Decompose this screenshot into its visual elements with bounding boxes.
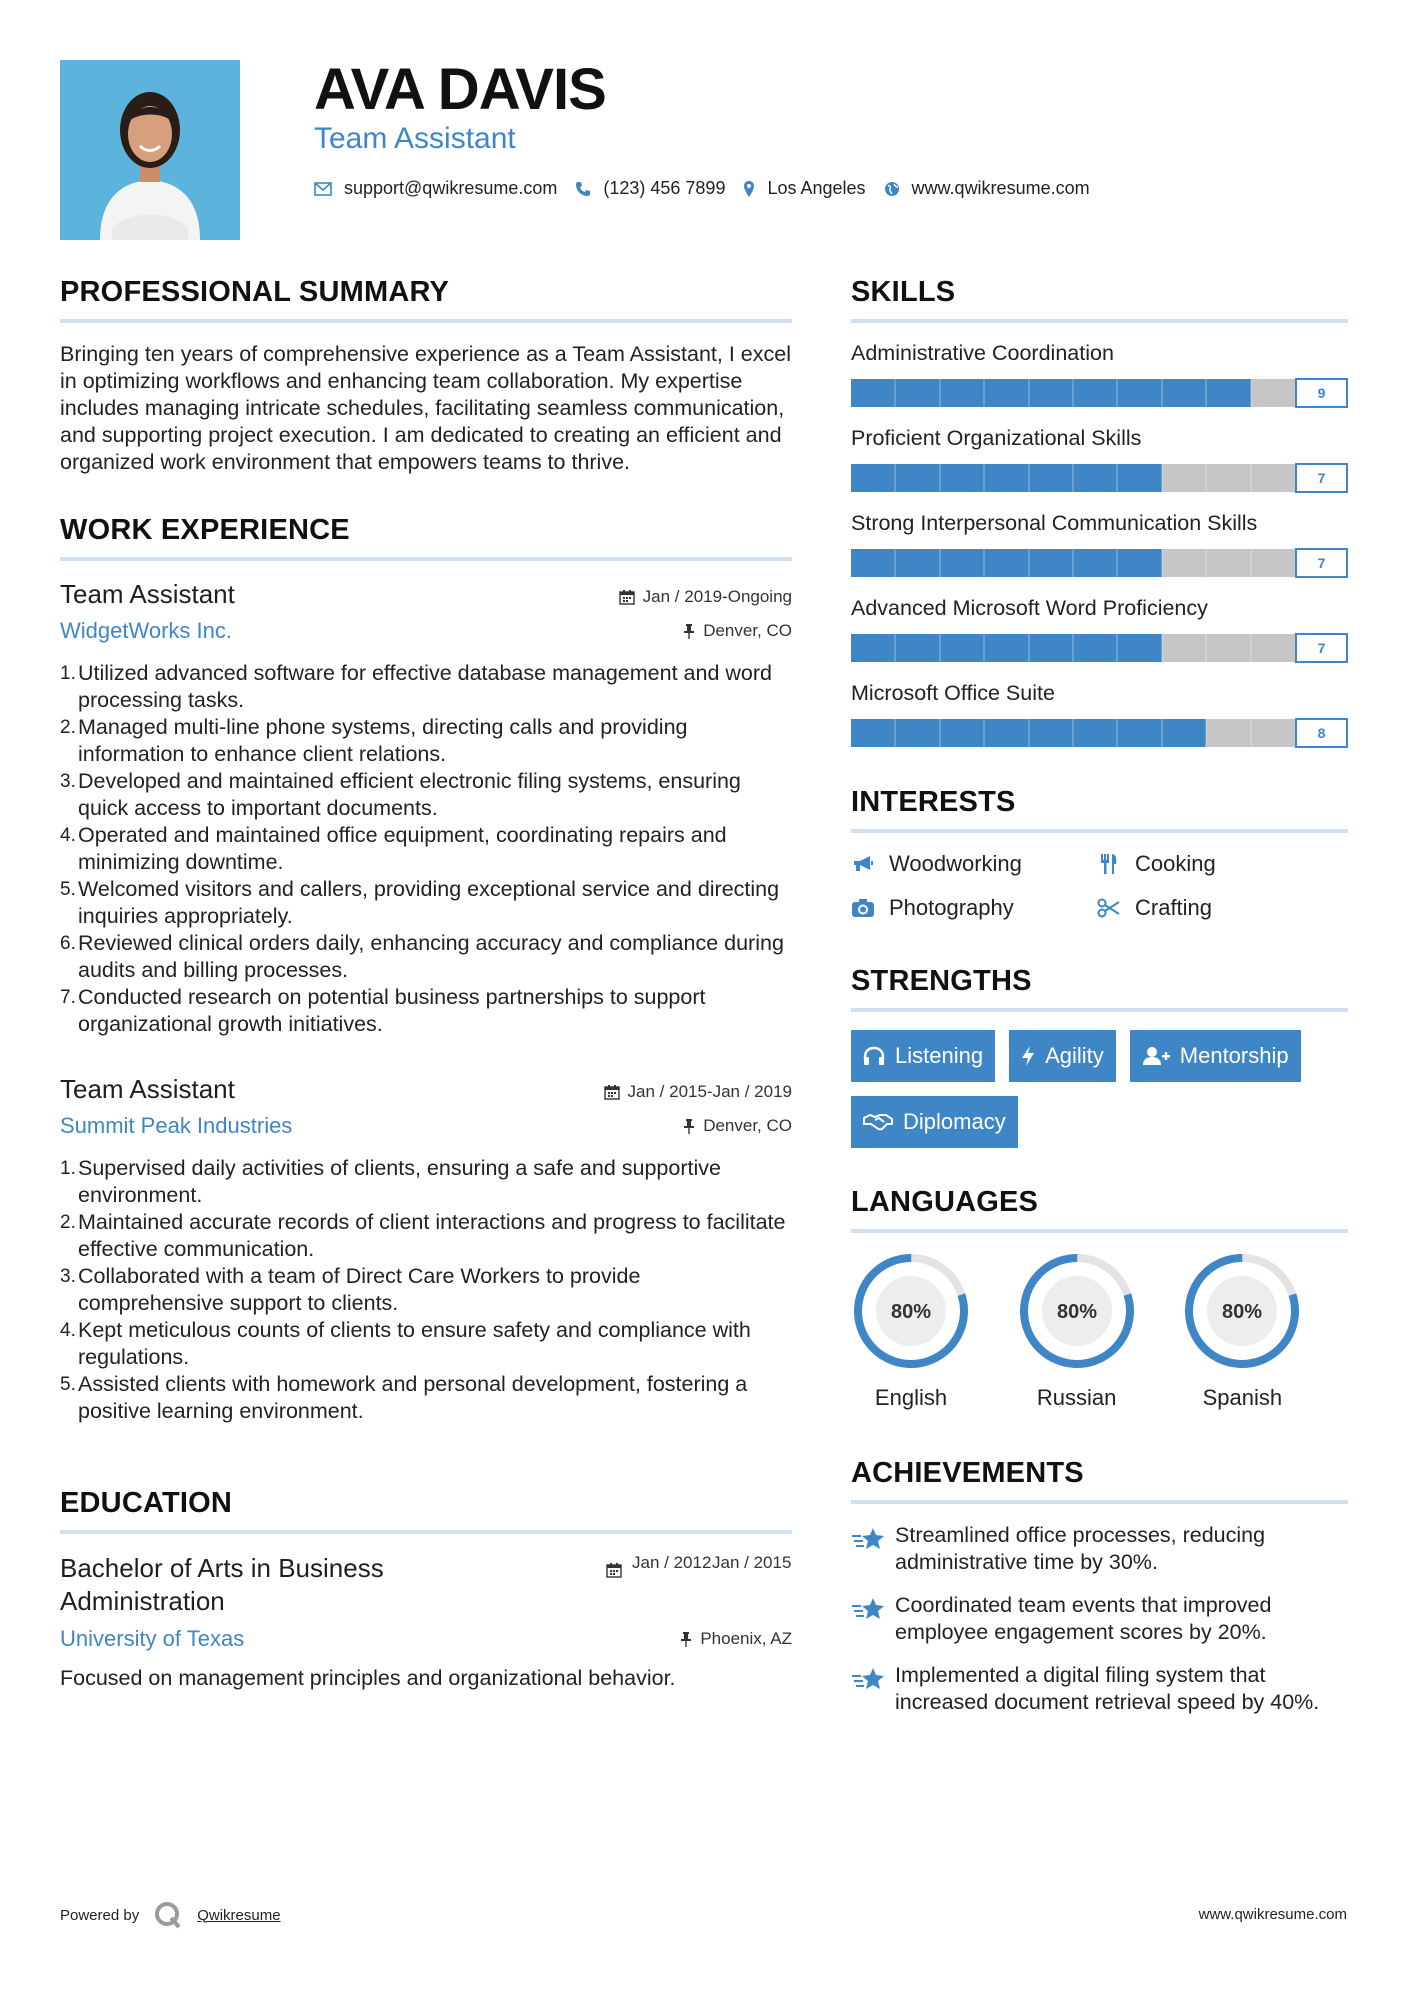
education-section — [60, 1487, 792, 1691]
job-bullet — [60, 876, 792, 930]
summary-text: Bringing ten years of comprehensive experience as a Team Assistant, I excel in optimizing workflows and enhancing team collaboration. My expertise includes managing intricate schedules, facilitating seamless communication, and supporting project execution. I am dedicated to creating an efficient and organized work environment that empowers teams to thrive. — [60, 342, 791, 474]
skill-bar-tick — [983, 464, 985, 492]
strength-label: Listening — [895, 1043, 984, 1068]
school-name: University of Texas — [60, 1626, 245, 1651]
skill-item — [851, 341, 1348, 408]
company-name: Summit Peak Industries — [60, 1113, 293, 1138]
skill-bar-tick — [1161, 379, 1163, 407]
education-heading: EDUCATION — [60, 1487, 792, 1534]
left-column — [60, 276, 792, 1691]
language-item — [1182, 1251, 1348, 1411]
skills-list — [851, 341, 1348, 748]
skill-bar — [851, 718, 1348, 748]
job-bullets — [60, 660, 792, 1038]
job-bullets — [60, 1155, 792, 1425]
strength-chip — [1009, 1030, 1116, 1082]
skill-bar-tick — [1028, 634, 1030, 662]
interest-item — [1097, 895, 1343, 921]
interest-label: Photography — [889, 895, 1014, 920]
skill-bar-tick — [1072, 634, 1074, 662]
achievement-item — [851, 1592, 1348, 1646]
job-location — [683, 621, 792, 641]
language-percent: 80% — [1222, 1301, 1263, 1323]
language-name: English — [874, 1385, 948, 1410]
language-item — [851, 1251, 1017, 1411]
skill-name: Proficient Organizational Skills — [851, 426, 1142, 450]
job-date-text: Jan / 2019-Ongoing — [642, 587, 792, 606]
bullet-number: 1. — [60, 663, 76, 684]
bullet-text: Utilized advanced software for effective database management and word processing tasks. — [78, 661, 772, 712]
skill-bar-tick — [983, 549, 985, 577]
camera-icon — [851, 898, 875, 918]
job-bullet — [60, 822, 792, 876]
skill-bar-tick — [1205, 464, 1207, 492]
skill-score: 9 — [1295, 378, 1348, 408]
skill-bar-fill — [851, 549, 1162, 577]
achievement-text: Streamlined office processes, reducing administrative time by 30%. — [895, 1523, 1266, 1574]
skill-bar-tick — [983, 719, 985, 747]
strength-label: Mentorship — [1179, 1043, 1289, 1068]
job-bullet — [60, 1209, 792, 1263]
skill-bar-tick — [939, 634, 941, 662]
bullet-number: 2. — [60, 717, 76, 738]
skill-bar-tick — [894, 464, 896, 492]
pushpin-icon — [683, 1118, 695, 1134]
phone-icon — [575, 181, 591, 197]
skill-score: 7 — [1295, 633, 1348, 663]
shooting-star-icon — [851, 1666, 895, 1716]
contact-phone-text: (123) 456 7899 — [603, 178, 726, 198]
interest-label: Crafting — [1135, 895, 1213, 920]
globe-icon — [884, 181, 900, 197]
powered-by-label: Powered by — [60, 1906, 140, 1924]
skill-bar-tick — [1161, 719, 1163, 747]
achievements-section — [851, 1457, 1348, 1716]
job-date — [619, 587, 792, 607]
job-entry — [60, 579, 792, 1038]
skill-bar-tick — [1250, 719, 1252, 747]
skill-bar-tick — [1028, 549, 1030, 577]
utensils-icon — [1097, 853, 1121, 875]
strength-chip — [851, 1096, 1018, 1148]
summary-heading: PROFESSIONAL SUMMARY — [60, 276, 792, 323]
skill-bar-tick — [939, 464, 941, 492]
language-donut — [1017, 1251, 1137, 1371]
skill-bar-tick — [1116, 464, 1118, 492]
skill-bar-tick — [1205, 379, 1207, 407]
skill-bar — [851, 463, 1348, 493]
education-start: Jan / 2012 — [632, 1553, 712, 1572]
language-name: Spanish — [1202, 1385, 1283, 1410]
skill-item — [851, 681, 1348, 748]
skill-name: Microsoft Office Suite — [851, 681, 1055, 705]
bullet-text: Maintained accurate records of client interactions and progress to facilitate effective communication. — [78, 1210, 786, 1261]
education-end: Jan / 2015 — [712, 1553, 792, 1572]
strengths-heading: STRENGTHS — [851, 965, 1348, 1012]
skill-bar-tick — [1250, 634, 1252, 662]
job-bullet — [60, 660, 792, 714]
pushpin-icon — [683, 623, 695, 639]
job-date — [604, 1082, 792, 1102]
skill-bar-tick — [1116, 379, 1118, 407]
skill-bar-tick — [894, 549, 896, 577]
language-item — [1017, 1251, 1183, 1411]
skill-bar-tick — [1028, 719, 1030, 747]
bullet-text: Operated and maintained office equipment, coordinating repairs and minimizing downtime. — [78, 823, 727, 874]
job-bullet — [60, 1317, 792, 1371]
interest-item — [1097, 851, 1343, 877]
bullet-number: 3. — [60, 1266, 76, 1287]
shooting-star-icon — [851, 1596, 895, 1646]
languages-list — [851, 1251, 1348, 1411]
skill-bar-tick — [939, 549, 941, 577]
calendar-icon — [619, 589, 635, 605]
bullet-text: Kept meticulous counts of clients to ensure safety and compliance with regulations. — [78, 1318, 751, 1369]
skill-name: Strong Interpersonal Communication Skills — [851, 511, 1258, 535]
skill-bar-tick — [1205, 549, 1207, 577]
contact-email[interactable] — [314, 178, 557, 199]
interest-item — [851, 851, 1097, 877]
skill-bar-tick — [894, 634, 896, 662]
skills-heading: SKILLS — [851, 276, 1348, 323]
pushpin-icon — [680, 1631, 692, 1647]
education-description: Focused on management principles and organizational behavior. — [60, 1666, 676, 1690]
bullet-number: 7. — [60, 987, 76, 1008]
skill-bar-tick — [1072, 549, 1074, 577]
contact-phone[interactable] — [575, 178, 725, 199]
job-entry — [60, 1074, 792, 1425]
bullet-text: Reviewed clinical orders daily, enhancing accuracy and compliance during audits and billing processes. — [78, 931, 784, 982]
job-bullet — [60, 1371, 792, 1425]
skill-bar-tick — [1072, 719, 1074, 747]
skill-bar — [851, 548, 1348, 578]
strength-label: Agility — [1045, 1043, 1104, 1068]
interests-heading: INTERESTS — [851, 786, 1348, 833]
candidate-name: AVA DAVIS — [314, 57, 606, 122]
megaphone-icon — [851, 855, 875, 873]
bullet-number: 4. — [60, 1320, 76, 1341]
skill-bar-tick — [1116, 549, 1118, 577]
bullet-text: Conducted research on potential business partnerships to support organizational growth initiatives. — [78, 985, 706, 1036]
job-bullet — [60, 984, 792, 1038]
footer-powered-by — [60, 1900, 281, 1930]
bullet-text: Supervised daily activities of clients, ensuring a safe and supportive environment. — [78, 1156, 721, 1207]
skill-bar-fill — [851, 379, 1251, 407]
skill-bar-tick — [1161, 634, 1163, 662]
bullet-number: 2. — [60, 1212, 76, 1233]
job-location-text: Denver, CO — [703, 1116, 792, 1135]
bullet-text: Managed multi-line phone systems, directing calls and providing information to enhance client relations. — [78, 715, 688, 766]
calendar-icon — [604, 1084, 620, 1100]
language-name: Russian — [1036, 1385, 1117, 1410]
skill-bar-fill — [851, 634, 1162, 662]
degree-title: Bachelor of Arts in Business Administration — [60, 1553, 384, 1616]
achievement-text: Coordinated team events that improved employee engagement scores by 20%. — [895, 1593, 1272, 1644]
language-donut — [1182, 1251, 1302, 1371]
bullet-number: 5. — [60, 879, 76, 900]
skill-bar-tick — [1250, 379, 1252, 407]
profile-photo-illustration — [60, 60, 240, 240]
contact-bar — [314, 178, 1108, 199]
qwikresume-link[interactable]: Qwikresume — [197, 1906, 281, 1924]
school-location — [680, 1629, 792, 1649]
interest-label: Cooking — [1135, 851, 1216, 876]
interest-item — [851, 895, 1097, 921]
skill-bar-tick — [1028, 379, 1030, 407]
strength-chip — [851, 1030, 995, 1082]
bullet-number: 6. — [60, 933, 76, 954]
job-bullet — [60, 714, 792, 768]
envelope-icon — [314, 182, 332, 196]
skill-bar-tick — [1250, 464, 1252, 492]
profile-photo — [60, 60, 240, 240]
skill-item — [851, 511, 1348, 578]
skill-bar-tick — [894, 719, 896, 747]
skill-score: 7 — [1295, 548, 1348, 578]
skills-section — [851, 276, 1348, 748]
skill-bar-tick — [1028, 464, 1030, 492]
skill-score: 7 — [1295, 463, 1348, 493]
contact-location — [743, 178, 865, 199]
map-pin-icon — [743, 180, 755, 198]
languages-heading: LANGUAGES — [851, 1186, 1348, 1233]
bullet-number: 3. — [60, 771, 76, 792]
calendar-icon — [606, 1562, 622, 1578]
job-title: Team Assistant — [60, 1074, 235, 1104]
bullet-text: Developed and maintained efficient electronic filing systems, ensuring quick access to important documents. — [78, 769, 741, 820]
job-title: Team Assistant — [60, 579, 235, 609]
achievements-heading: ACHIEVEMENTS — [851, 1457, 1348, 1504]
experience-section — [60, 514, 792, 1425]
skill-item — [851, 426, 1348, 493]
strength-label: Diplomacy — [903, 1109, 1006, 1134]
skill-bar — [851, 633, 1348, 663]
scissors-icon — [1097, 898, 1121, 918]
language-percent: 80% — [1056, 1301, 1097, 1323]
headphones-icon — [863, 1046, 885, 1066]
contact-email-text: support@qwikresume.com — [344, 178, 558, 198]
achievement-text: Implemented a digital filing system that increased document retrieval speed by 40%. — [895, 1663, 1320, 1714]
strengths-section — [851, 965, 1348, 1148]
skill-bar-tick — [1161, 549, 1163, 577]
skill-bar-tick — [1205, 634, 1207, 662]
skill-bar-tick — [983, 379, 985, 407]
bullet-number: 1. — [60, 1158, 76, 1179]
footer-website[interactable]: www.qwikresume.com — [1198, 1906, 1347, 1923]
right-column — [851, 276, 1348, 1732]
qwikresume-logo-icon — [153, 1900, 183, 1930]
skill-bar-tick — [1116, 634, 1118, 662]
achievement-item — [851, 1662, 1348, 1716]
job-bullet — [60, 1155, 792, 1209]
skill-bar-tick — [1116, 719, 1118, 747]
bullet-number: 4. — [60, 825, 76, 846]
language-donut — [851, 1251, 971, 1371]
skill-bar-tick — [894, 379, 896, 407]
school-location-text: Phoenix, AZ — [700, 1629, 792, 1648]
skill-bar-tick — [939, 379, 941, 407]
contact-location-text: Los Angeles — [767, 178, 866, 198]
experience-heading: WORK EXPERIENCE — [60, 514, 792, 561]
candidate-title: Team Assistant — [314, 122, 516, 155]
job-bullet — [60, 768, 792, 822]
summary-section — [60, 276, 792, 476]
skill-bar-tick — [1072, 379, 1074, 407]
languages-section — [851, 1186, 1348, 1411]
shooting-star-icon — [851, 1526, 895, 1576]
bullet-text: Collaborated with a team of Direct Care Workers to provide comprehensive support to clients. — [78, 1264, 641, 1315]
job-location-text: Denver, CO — [703, 621, 792, 640]
handshake-icon — [863, 1112, 893, 1132]
skill-score: 8 — [1295, 718, 1348, 748]
skill-bar-tick — [1250, 549, 1252, 577]
interests-section — [851, 786, 1348, 921]
bullet-text: Welcomed visitors and callers, providing exceptional service and directing inquiries appropriately. — [78, 877, 780, 928]
skill-bar-tick — [1205, 719, 1207, 747]
achievement-item — [851, 1522, 1348, 1576]
skill-bar-tick — [1072, 464, 1074, 492]
skill-name: Administrative Coordination — [851, 341, 1114, 365]
skill-bar-tick — [939, 719, 941, 747]
skill-bar-tick — [1161, 464, 1163, 492]
skill-item — [851, 596, 1348, 663]
job-bullet — [60, 1263, 792, 1317]
skill-bar-tick — [983, 634, 985, 662]
education-date — [606, 1552, 792, 1578]
job-location — [683, 1116, 792, 1136]
interest-label: Woodworking — [889, 851, 1022, 876]
bullet-text: Assisted clients with homework and personal development, fostering a positive learning environment. — [78, 1372, 748, 1423]
bolt-icon — [1021, 1045, 1035, 1067]
strength-chip — [1130, 1030, 1301, 1082]
language-percent: 80% — [890, 1301, 932, 1323]
bullet-number: 5. — [60, 1374, 76, 1395]
skill-name: Advanced Microsoft Word Proficiency — [851, 596, 1208, 620]
contact-website-text: www.qwikresume.com — [911, 178, 1090, 198]
job-bullet — [60, 930, 792, 984]
company-name: WidgetWorks Inc. — [60, 618, 232, 643]
skill-bar-fill — [851, 464, 1162, 492]
skill-bar — [851, 378, 1348, 408]
contact-website[interactable] — [884, 178, 1090, 199]
job-date-text: Jan / 2015-Jan / 2019 — [627, 1082, 792, 1101]
user-plus-icon — [1142, 1046, 1170, 1066]
